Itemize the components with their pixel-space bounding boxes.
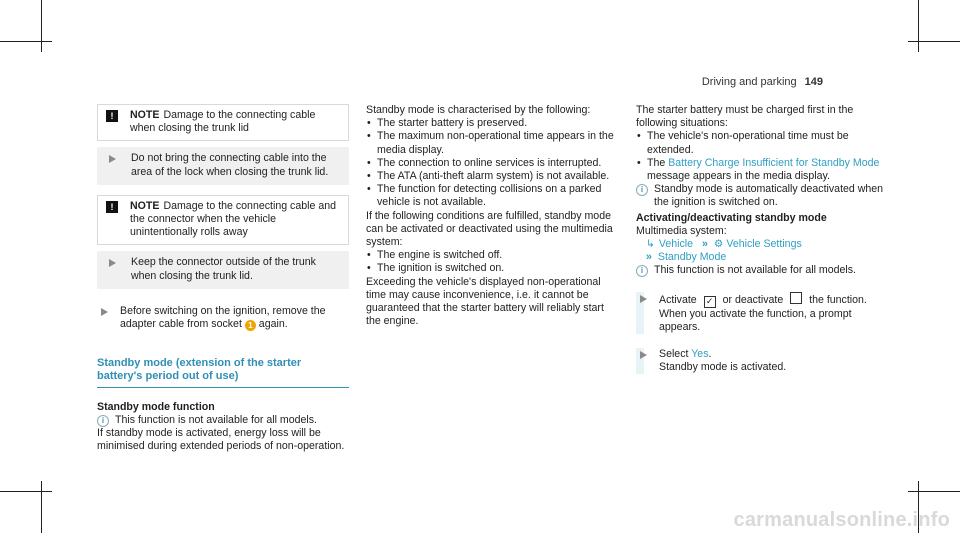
message-link[interactable]: Battery Charge Insufficient for Standby Mode [668,156,880,169]
info-icon: i [97,415,109,427]
note-title: NOTE [130,199,160,212]
watermark: carmanualsonline.info [733,508,950,531]
list-item: • The starter battery is preserved. [366,117,618,130]
info-icon: i [636,184,648,196]
info-note: i Standby mode is automatically deactivated when the ignition is switched on. [636,183,890,209]
arrow-icon [640,295,647,303]
crop-mark [918,0,919,52]
bullet-list [366,117,618,209]
chevron-icon: » [646,251,652,264]
info-note: i This function is not available for all models. [636,264,890,277]
socket-number-badge: 1 [245,320,256,331]
crop-mark [41,481,42,533]
step: Activate ✓ or deactivate the function. When you activate the function, a prompt appears. [636,292,890,334]
crop-mark [908,41,960,42]
paragraph: If the following conditions are fulfilled, standby mode can be activated or deactivated using the multimedia system: [366,209,613,249]
paragraph: Multimedia system: [636,224,727,237]
section-title: Driving and parking [701,76,797,88]
arrow-icon [101,308,108,316]
list-item: • The vehicle's non-operational time must be extended. [636,130,890,156]
return-arrow-icon: ↳ [646,238,655,251]
arrow-icon [640,351,647,359]
crop-mark [0,41,52,42]
step-text: Before switching on the ignition, remove the adapter cable from socket 1 again. [120,304,326,331]
info-note: i This function is not available for all models. [97,414,349,427]
menu-vehicle-settings[interactable]: Vehicle Settings [726,238,802,251]
column-3 [636,104,890,374]
settings-icon: ⚙ [713,238,724,251]
crop-mark [908,491,960,492]
list-item: • The function for detecting collisions on a parked vehicle is not available. [366,183,618,209]
menu-vehicle[interactable]: Vehicle [658,238,694,251]
paragraph: If standby mode is activated, energy loss will be minimised during extended periods of non-operation. [97,427,345,453]
chevron-icon: » [702,238,708,251]
action-text: Do not bring the connecting cable into the area of the lock when closing the trunk lid. [131,152,329,178]
bullet-list [366,249,618,275]
note-title: NOTE [130,109,160,121]
paragraph: Exceeding the vehicle's displayed non-operational time may cause inconvenience, i.e. it cannot be guaranteed that the starter battery will reliably start the engine. [366,275,604,328]
page-number: 149 [804,76,823,88]
column-1 [97,104,349,453]
warning-icon: ! [106,201,118,213]
running-header [702,76,823,89]
menu-standby-mode[interactable]: Standby Mode [657,251,727,264]
note-text: Damage to the connecting cable and the connector when the vehicle unintentionally rolls away [130,199,336,239]
step [97,305,349,331]
crop-mark [0,491,52,492]
column-2 [366,104,618,328]
list-item: • The Battery Charge Insufficient for Standby Mode message appears in the media display. [636,157,890,183]
checkbox-empty-icon [790,292,802,304]
note-text: Damage to the connecting cable when closing the trunk lid [130,109,316,135]
action-box [97,251,349,288]
list-item: • The ignition is switched on. [366,262,618,275]
note-box [97,195,349,246]
list-item: • The engine is switched off. [366,249,618,262]
info-icon: i [636,265,648,277]
action-text: Keep the connector outside of the trunk when closing the trunk lid. [131,256,316,282]
section-heading: Standby mode (extension of the starter battery's period out of use) [97,357,349,387]
yes-option[interactable]: Yes [691,348,709,361]
menu-path [636,238,890,251]
checkbox-checked-icon: ✓ [704,296,716,308]
list-item: • The maximum non-operational time appears in the media display. [366,130,618,156]
list-item: • The connection to online services is interrupted. [366,157,618,170]
subheading: Standby mode function [97,400,215,413]
arrow-icon [109,155,116,163]
paragraph: Standby mode is characterised by the following: [366,104,591,116]
arrow-icon [109,259,116,267]
subheading: Activating/deactivating standby mode [636,211,827,224]
warning-icon: ! [106,110,118,122]
bullet-list [636,130,890,183]
note-box [97,104,349,141]
menu-path [636,251,890,264]
crop-mark [41,0,42,52]
paragraph: The starter battery must be charged first in the following situations: [636,104,854,130]
list-item: • The ATA (anti-theft alarm system) is not available. [366,170,618,183]
action-box [97,147,349,184]
step: Select Yes. Standby mode is activated. [636,348,890,374]
